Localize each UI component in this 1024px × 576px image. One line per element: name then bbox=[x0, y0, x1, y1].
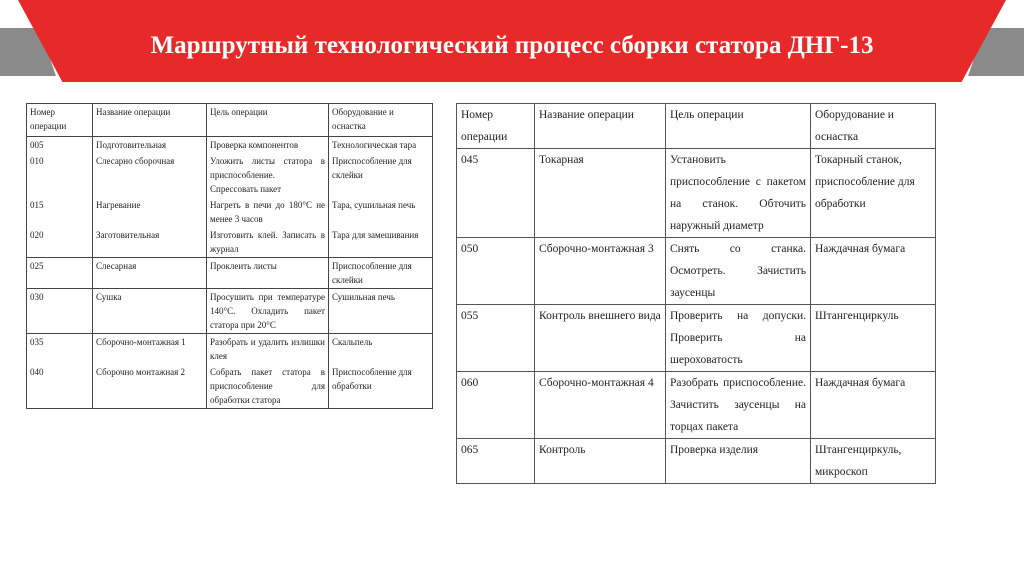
operation-equipment: Штангенциркуль bbox=[811, 305, 936, 372]
operation-number: 050 bbox=[457, 238, 535, 305]
operation-name: Слесарно сборочная bbox=[93, 153, 207, 197]
operation-name: Заготовительная bbox=[93, 227, 207, 258]
operation-goal: Разобрать приспособление. Зачистить заусенцы на торцах пакета bbox=[666, 372, 811, 439]
operation-number: 025 bbox=[27, 258, 93, 289]
table-row bbox=[27, 137, 433, 154]
header-number: Номер операции bbox=[27, 104, 93, 137]
operation-name: Сборочно-монтажная 3 bbox=[535, 238, 666, 305]
operation-number: 040 bbox=[27, 364, 93, 409]
operation-equipment: Наждачная бумага bbox=[811, 372, 936, 439]
operation-name: Сборочно-монтажная 1 bbox=[93, 334, 207, 365]
operation-equipment: Тара для замешивания bbox=[329, 227, 433, 258]
operation-equipment: Тара, сушильная печь bbox=[329, 197, 433, 227]
table-row bbox=[27, 289, 433, 334]
operation-equipment: Приспособление для склейки bbox=[329, 258, 433, 289]
operation-goal: Уложить листы статора в приспособление. Спрессовать пакет bbox=[207, 153, 329, 197]
table-row bbox=[457, 439, 936, 484]
operation-equipment: Сушильная печь bbox=[329, 289, 433, 334]
operation-name: Слесарная bbox=[93, 258, 207, 289]
table-row bbox=[457, 305, 936, 372]
header-equipment: Оборудование и оснастка bbox=[811, 104, 936, 149]
operation-goal: Изготовить клей. Записать в журнал bbox=[207, 227, 329, 258]
operation-equipment: Наждачная бумага bbox=[811, 238, 936, 305]
operation-name: Токарная bbox=[535, 149, 666, 238]
operation-goal: Проверка компонентов bbox=[207, 137, 329, 154]
table-row bbox=[457, 238, 936, 305]
table-row bbox=[457, 149, 936, 238]
operation-equipment: Приспособление для обработки bbox=[329, 364, 433, 409]
table-row bbox=[27, 364, 433, 409]
table-row bbox=[27, 227, 433, 258]
operation-equipment: Приспособление для склейки bbox=[329, 153, 433, 197]
header-goal: Цель операции bbox=[207, 104, 329, 137]
operation-goal: Снять со станка. Осмотреть. Зачистить заусенцы bbox=[666, 238, 811, 305]
table-row bbox=[27, 334, 433, 365]
operation-goal: Проверить на допуски. Проверить на шероховатость bbox=[666, 305, 811, 372]
header-name: Название операции bbox=[535, 104, 666, 149]
operation-equipment: Технологическая тара bbox=[329, 137, 433, 154]
operation-number: 010 bbox=[27, 153, 93, 197]
operation-goal: Разобрать и удалить излишки клея bbox=[207, 334, 329, 365]
header-goal: Цель операции bbox=[666, 104, 811, 149]
header-equipment: Оборудование и оснастка bbox=[329, 104, 433, 137]
operation-name: Контроль bbox=[535, 439, 666, 484]
operation-goal: Просушить при температуре 140°С. Охладить пакет статора при 20°С bbox=[207, 289, 329, 334]
operation-name: Контроль внешнего вида bbox=[535, 305, 666, 372]
operation-number: 060 bbox=[457, 372, 535, 439]
header-name: Название операции bbox=[93, 104, 207, 137]
table-row bbox=[27, 153, 433, 197]
operation-goal: Собрать пакет статора в приспособление для обработки статора bbox=[207, 364, 329, 409]
operation-name: Нагревание bbox=[93, 197, 207, 227]
operation-name: Подготовительная bbox=[93, 137, 207, 154]
process-table-right bbox=[456, 103, 936, 484]
operation-goal: Установить приспособление с пакетом на станок. Обточить наружный диаметр bbox=[666, 149, 811, 238]
operation-number: 020 bbox=[27, 227, 93, 258]
operation-number: 035 bbox=[27, 334, 93, 365]
operation-equipment: Скальпель bbox=[329, 334, 433, 365]
operation-name: Сборочно-монтажная 4 bbox=[535, 372, 666, 439]
operation-goal: Проклеить листы bbox=[207, 258, 329, 289]
table-header-row bbox=[27, 104, 433, 137]
operation-name: Сборочно монтажная 2 bbox=[93, 364, 207, 409]
table-row bbox=[457, 372, 936, 439]
operation-number: 005 bbox=[27, 137, 93, 154]
table-row bbox=[27, 258, 433, 289]
operation-goal: Нагреть в печи до 180°С не менее 3 часов bbox=[207, 197, 329, 227]
operation-goal: Проверка изделия bbox=[666, 439, 811, 484]
operation-number: 015 bbox=[27, 197, 93, 227]
operation-number: 030 bbox=[27, 289, 93, 334]
slide-title: Маршрутный технологический процесс сборки статора ДНГ-13 bbox=[150, 32, 874, 59]
header-number: Номер операции bbox=[457, 104, 535, 149]
operation-number: 065 bbox=[457, 439, 535, 484]
table-row bbox=[27, 197, 433, 227]
operation-equipment: Токарный станок, приспособление для обработки bbox=[811, 149, 936, 238]
operation-name: Сушка bbox=[93, 289, 207, 334]
process-table-left bbox=[26, 103, 433, 409]
operation-equipment: Штангенциркуль, микроскоп bbox=[811, 439, 936, 484]
table-header-row bbox=[457, 104, 936, 149]
operation-number: 045 bbox=[457, 149, 535, 238]
operation-number: 055 bbox=[457, 305, 535, 372]
